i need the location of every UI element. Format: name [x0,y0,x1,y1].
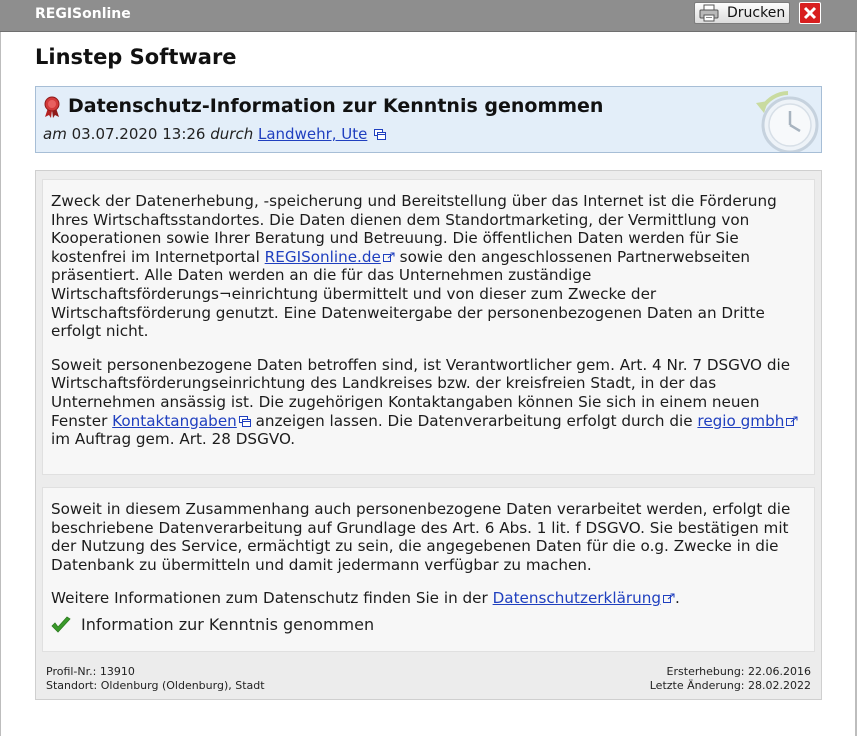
footer-right [650,665,811,693]
company-name: Linstep Software [35,45,237,69]
frame-left-border [0,32,1,736]
paragraph-legal-basis: Soweit in diesem Zusammenhang auch personenbezogene Daten verarbeitet werden, erfolgt die beschriebene Datenverarbeitung auf Grundlage des Art. 6 Abs. 1 lit. f DSGVO. Sie bestätigen mit der Nutzung des Service, ermächtigt zu sein, die angegebenen Daten für die o.g. Zwecke in die Datenbank zu übermitteln und damit jedermann verfügbar zu machen. [51,500,791,574]
contact-link[interactable]: Kontaktangaben [112,411,237,430]
paragraph-responsible [51,356,806,449]
content-panel [35,170,822,700]
popup-window-icon[interactable] [239,416,251,427]
external-link-icon[interactable] [383,252,395,263]
window-titlebar [0,0,857,32]
legal-basis-card [42,487,815,652]
author-link[interactable]: Landwehr, Ute [258,125,368,143]
external-link-icon[interactable] [663,593,675,604]
info-heading: Datenschutz-Information zur Kenntnis genommen [68,95,604,117]
app-title: REGISonline [35,6,131,22]
popup-window-icon[interactable] [374,129,386,140]
external-link-icon[interactable] [786,416,798,427]
print-button[interactable] [694,2,790,24]
meta-prefix-am: am [43,125,67,143]
paragraph-purpose [51,192,806,341]
p1-text-b: sowie den angeschlossenen Partnerwebseiten präsentiert. Alle Daten werden an die für das Unternehmen zuständige Wirtschaftsförderungs¬einrichtung übermittelt und von dieser zum Zwecke der Wirtschaftsförderung genutzt. Eine Datenweitergabe der personenbezogenen Daten an Dritte erfolgt nicht. [51,247,765,341]
footer-left [46,665,265,693]
meta-datetime: 03.07.2020 13:26 [71,125,206,143]
privacy-policy-link[interactable]: Datenschutzerklärung [492,589,662,608]
checkmark-icon [51,616,71,634]
regisonline-link[interactable]: REGISonline.de [264,247,381,266]
info-box [35,86,822,153]
profile-number: Profil-Nr.: 13910 [46,665,135,678]
paragraph-privacy-policy [51,589,806,608]
meta-prefix-durch: durch [210,125,254,143]
p4-text-b: . [675,589,680,608]
seal-icon [42,96,62,118]
acknowledgement-text: Information zur Kenntnis genommen [81,614,375,634]
close-icon [803,6,817,20]
first-recorded-date: Ersterhebung: 22.06.2016 [666,665,811,678]
info-meta [43,125,386,143]
p2-text-c: im Auftrag gem. Art. 28 DSGVO. [51,430,296,449]
purpose-card [42,179,815,475]
regio-gmbh-link[interactable]: regio gmbh [697,411,785,430]
last-modified-date: Letzte Änderung: 28.02.2022 [649,679,811,692]
p2-text-a: Soweit personenbezogene Daten betroffen sind, ist Verantwortlicher gem. Art. 4 Nr. 7 DSGVO die Wirtschaftsförderungseinrichtung des Landkreises bzw. der kreisfreien Stadt, in der das Unternehmen ansässig ist. Die zugehörigen Kontaktangaben können Sie sich in einem neuen Fenster [51,355,791,430]
acknowledgement-row [51,616,806,635]
printer-icon [699,4,719,22]
print-button-label: Drucken [727,5,786,21]
p2-text-b: anzeigen lassen. Die Datenverarbeitung erfolgt durch die [250,411,698,430]
p1-text-a: Zweck der Datenerhebung, -speicherung und Bereitstellung über das Internet ist die Förderung Ihres Wirtschaftsstandortes. Die Daten dienen dem Standortmarketing, der Vermittlung von Kooperationen sowie Ihrer Beratung und Betreuung. Die öffentlichen Daten werden für Sie kostenfrei im Internetportal [51,192,777,266]
location: Standort: Oldenburg (Oldenburg), Stadt [46,679,265,692]
clock-refresh-icon [748,87,822,153]
p4-text-a: Weitere Informationen zum Datenschutz finden Sie in der [51,589,493,608]
close-button[interactable] [799,2,821,24]
